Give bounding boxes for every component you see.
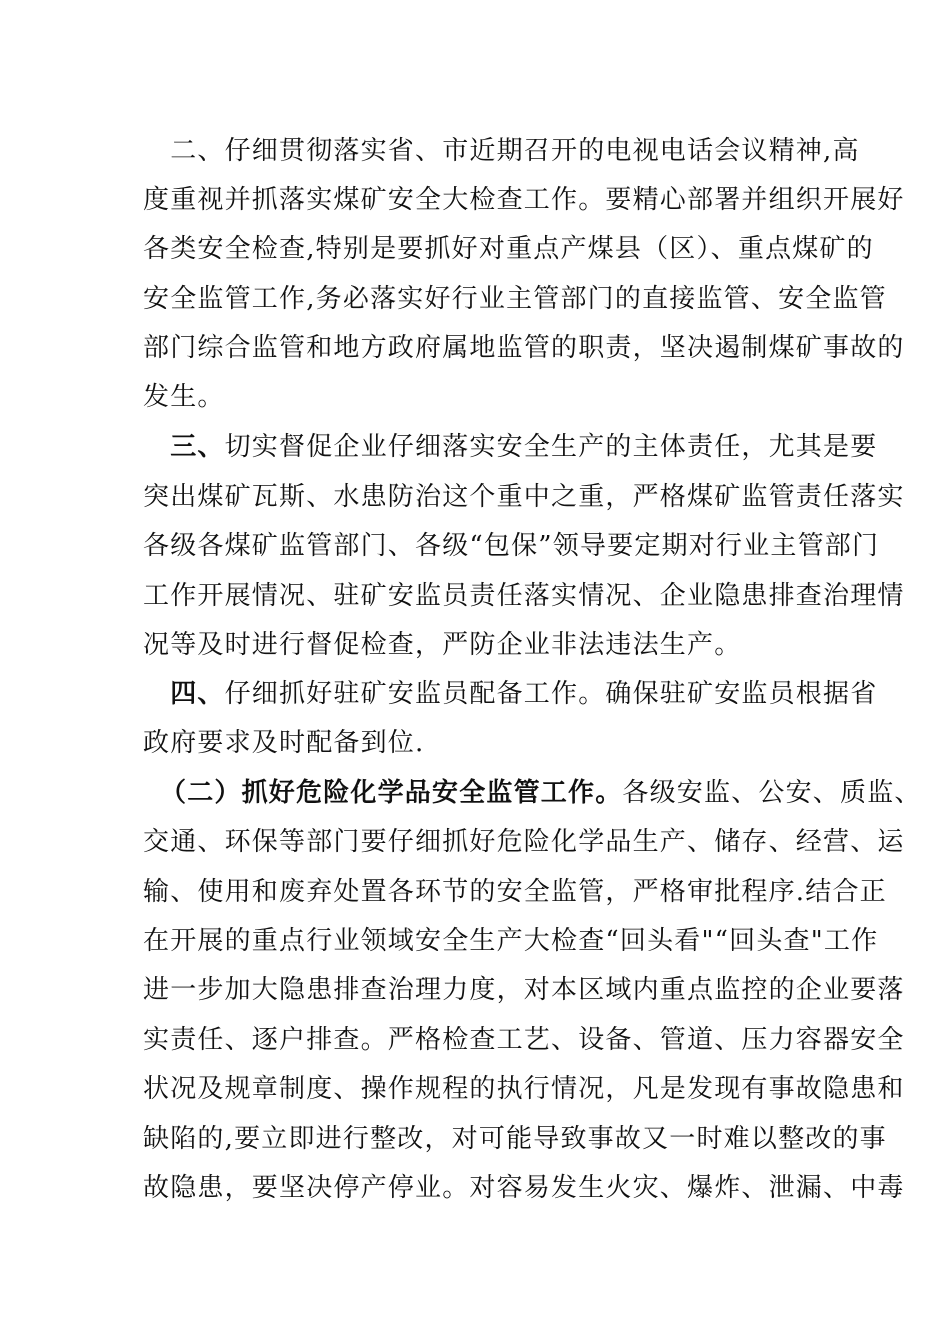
paragraph-2-line-6: 发生。 xyxy=(143,382,225,412)
paragraph-er-line-4: 在开展的重点行业领域安全生产大检查“回头看"“回头查"工作 xyxy=(143,926,879,956)
paragraph-er-heading: （二）抓好危险化学品安全监管工作。 xyxy=(160,778,623,808)
paragraph-4-line-1 xyxy=(143,670,878,718)
paragraph-2-line-3: 各类安全检查,特别是要抓好对重点产煤县（区）、重点煤矿的 xyxy=(143,234,874,264)
paragraph-3-text: 切实督促企业仔细落实安全生产的主体责任，尤其是要 xyxy=(224,432,878,462)
paragraph-er-line-9: 故隐患，要坚决停产停业。对容易发生火灾、爆炸、泄漏、中毒 xyxy=(143,1173,905,1203)
paragraph-3-line-1 xyxy=(143,423,878,471)
paragraph-3-heading: 三、 xyxy=(143,432,225,462)
paragraph-er-line-7: 状况及规章制度、操作规程的执行情况，凡是发现有事故隐患和 xyxy=(143,1074,905,1104)
paragraph-er-text: 各级安监、公安、质监、 xyxy=(622,778,922,808)
paragraph-er-line-8: 缺陷的,要立即进行整改，对可能导致事故又一时难以整改的事 xyxy=(143,1124,887,1154)
paragraph-4-text: 仔细抓好驻矿安监员配备工作。确保驻矿安监员根据省 xyxy=(224,679,878,709)
paragraph-er-line-3: 输、使用和废弃处置各环节的安全监管，严格审批程序.结合正 xyxy=(143,877,887,907)
paragraph-3-line-2: 突出煤矿瓦斯、水患防治这个重中之重，严格煤矿监管责任落实 xyxy=(143,482,905,512)
paragraph-er-line-6: 实责任、逐户排查。严格检查工艺、设备、管道、压力容器安全 xyxy=(143,1025,905,1055)
paragraph-3-line-5: 况等及时进行督促检查，严防企业非法违法生产。 xyxy=(143,630,742,660)
paragraph-4-heading: 四、 xyxy=(143,679,225,709)
paragraph-3-line-3: 各级各煤矿监管部门、各级“包保”领导要定期对行业主管部门 xyxy=(143,531,880,561)
paragraph-2-line-2: 度重视并抓落实煤矿安全大检查工作。要精心部署并组织开展好 xyxy=(143,185,905,215)
paragraph-3-line-4: 工作开展情况、驻矿安监员责任落实情况、企业隐患排查治理情 xyxy=(143,581,905,611)
paragraph-4-line-2: 政府要求及时配备到位. xyxy=(143,728,425,758)
paragraph-er-line-5: 进一步加大隐患排查治理力度，对本区域内重点监控的企业要落 xyxy=(143,975,905,1005)
paragraph-er-line-1 xyxy=(160,769,922,817)
paragraph-er-line-2: 交通、环保等部门要仔细抓好危险化学品生产、储存、经营、运 xyxy=(143,827,905,857)
paragraph-2-line-4: 安全监管工作,务必落实好行业主管部门的直接监管、安全监管 xyxy=(143,284,887,314)
paragraph-2-line-5: 部门综合监管和地方政府属地监管的职责，坚决遏制煤矿事故的 xyxy=(143,333,905,363)
paragraph-2-line-1: 二、仔细贯彻落实省、市近期召开的电视电话会议精神,高 xyxy=(143,136,860,166)
